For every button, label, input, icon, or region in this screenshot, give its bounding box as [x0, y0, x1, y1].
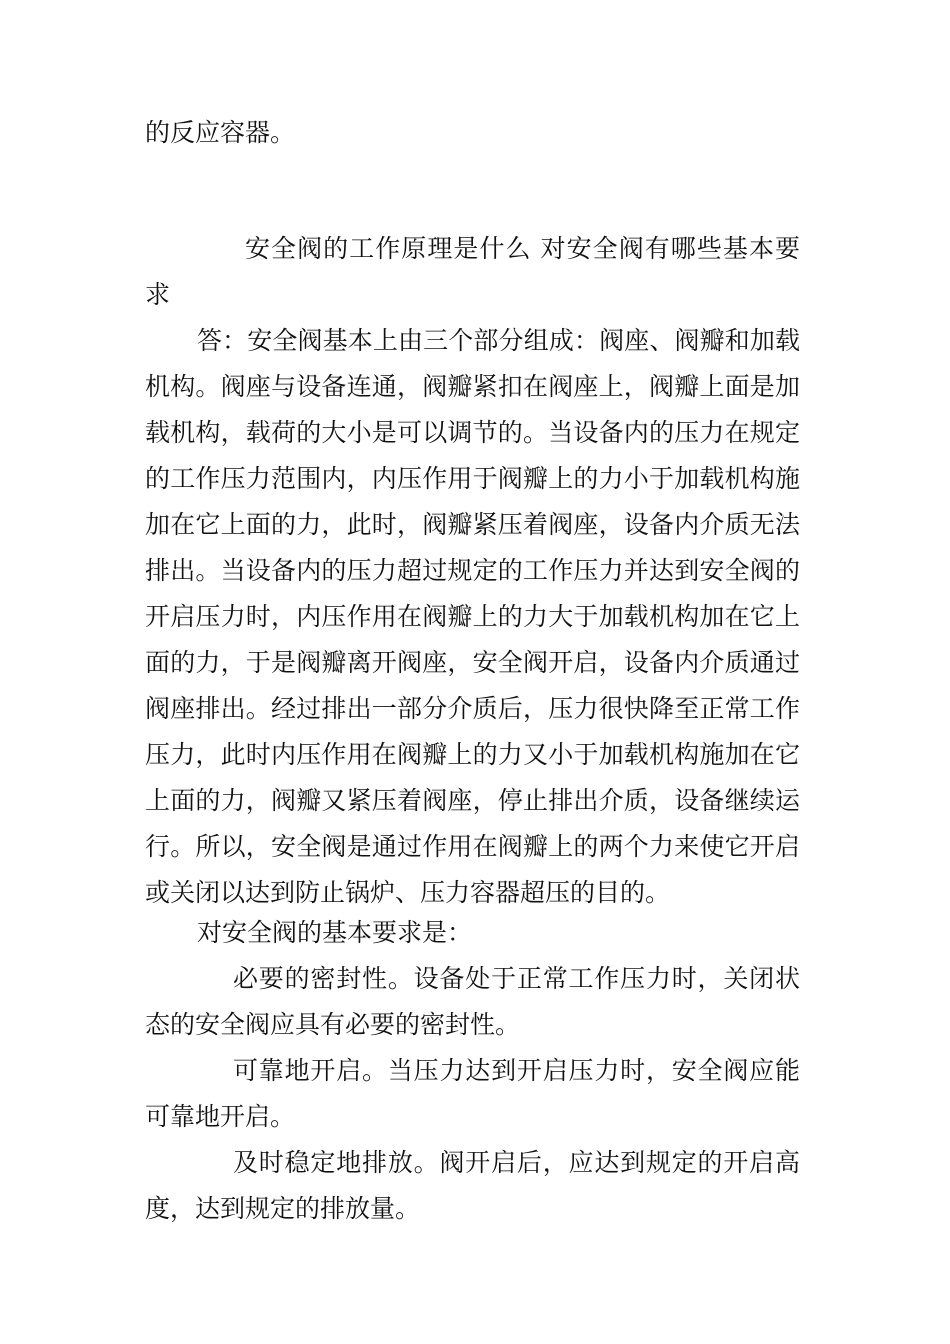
- answer-paragraph: 答：安全阀基本上由三个部分组成：阀座、阀瓣和加载机构。阀座与设备连通，阀瓣紧扣在阀座上，阀瓣上面是加载机构，载荷的大小是可以调节的。当设备内的压力在规定的工作压力范围内，内压作用于阀瓣上的力小于加载机构施加在它上面的力，此时，阀瓣紧压着阀座，设备内介质无法排出。当设备内的压力超过规定的工作压力并达到安全阀的开启压力时，内压作用在阀瓣上的力大于加载机构加在它上面的力，于是阀瓣离开阀座，安全阀开启，设备内介质通过阀座排出。经过排出一部分介质后，压力很快降至正常工作压力，此时内压作用在阀瓣上的力又小于加载机构施加在它上面的力，阀瓣又紧压着阀座，停止排出介质，设备继续运行。所以，安全阀是通过作用在阀瓣上的两个力来使它开启或关闭以达到防止锅炉、压力容器超压的目的。: [145, 326, 800, 907]
- continuation-text: 的反应容器。: [145, 118, 296, 147]
- requirement-item: 必要的密封性。设备处于正常工作压力时，关闭状态的安全阀应具有必要的密封性。: [145, 964, 800, 1039]
- requirements-intro: 对安全阀的基本要求是：: [197, 918, 473, 947]
- requirement-item: 可靠地开启。当压力达到开启压力时，安全阀应能可靠地开启。: [145, 1056, 800, 1131]
- requirement-item: 及时稳定地排放。阀开启后，应达到规定的开启高度，达到规定的排放量。: [145, 1148, 800, 1223]
- question-heading: 安全阀的工作原理是什么 对安全阀有哪些基本要求: [145, 234, 800, 309]
